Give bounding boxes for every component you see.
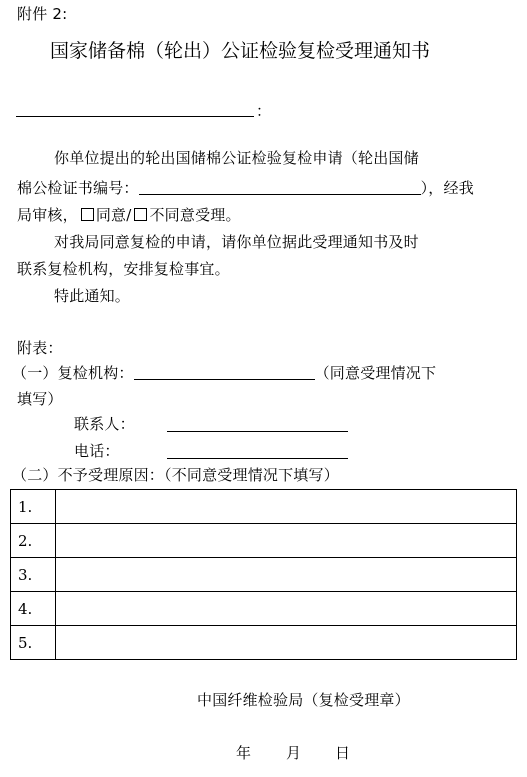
- rejection-reason-table: [10, 489, 517, 660]
- row-number: 1.: [11, 490, 56, 524]
- review-label: 局审核，: [17, 206, 78, 224]
- agree-checkbox[interactable]: [81, 208, 94, 221]
- reason-cell[interactable]: [56, 558, 517, 592]
- page-title: 国家储备棉（轮出）公证检验复检受理通知书: [50, 40, 431, 62]
- table-row: [11, 490, 517, 524]
- reason-cell[interactable]: [56, 490, 517, 524]
- reason-cell[interactable]: [56, 626, 517, 660]
- phone-blank[interactable]: [167, 458, 348, 459]
- addressee-blank[interactable]: [16, 116, 254, 117]
- date-day-label: 日: [335, 744, 351, 762]
- appendix-item-1: [12, 363, 436, 383]
- certificate-number-blank[interactable]: [139, 180, 421, 195]
- row-number: 3.: [11, 558, 56, 592]
- paragraph-1-line-2-suffix: ），经我: [420, 179, 474, 197]
- table-row: [11, 592, 517, 626]
- paragraph-2-line-2: 联系复检机构，安排复检事宜。: [17, 260, 230, 278]
- inspection-agency-note: （同意受理情况下: [314, 364, 437, 382]
- reason-cell[interactable]: [56, 592, 517, 626]
- addressee-colon: ：: [256, 102, 272, 120]
- paragraph-1-line-2: [17, 178, 474, 198]
- attachment-label: 附件 2:: [17, 5, 68, 23]
- row-number: 4.: [11, 592, 56, 626]
- phone-label: 电话：: [74, 442, 120, 460]
- contact-person-label: 联系人：: [74, 415, 135, 433]
- paragraph-1-line-3: [17, 205, 241, 225]
- appendix-label: 附表：: [17, 339, 63, 357]
- inspection-agency-label: （一）复检机构：: [12, 364, 134, 382]
- paragraph-1-line-1: 你单位提出的轮出国储棉公证检验复检申请（轮出国储: [54, 149, 419, 167]
- table-row: [11, 558, 517, 592]
- row-number: 2.: [11, 524, 56, 558]
- contact-person-blank[interactable]: [167, 431, 348, 432]
- reason-cell[interactable]: [56, 524, 517, 558]
- paragraph-2-line-1: 对我局同意复检的申请，请你单位据此受理通知书及时: [54, 233, 419, 251]
- paragraph-3: 特此通知。: [54, 287, 131, 305]
- table-row: [11, 524, 517, 558]
- certificate-number-label: 棉公检证书编号：: [17, 179, 139, 197]
- row-number: 5.: [11, 626, 56, 660]
- agree-label: 同意/: [95, 206, 132, 224]
- issuer-seal-label: 中国纤维检验局（复检受理章）: [197, 691, 410, 709]
- date-year-label: 年: [236, 744, 252, 762]
- inspection-agency-blank[interactable]: [134, 365, 315, 380]
- date-month-label: 月: [286, 744, 302, 762]
- rejection-reason-label: （二）不予受理原因：（不同意受理情况下填写）: [12, 466, 339, 484]
- disagree-label: 不同意受理。: [149, 206, 241, 224]
- inspection-agency-note-cont: 填写）: [17, 390, 63, 408]
- disagree-checkbox[interactable]: [134, 208, 147, 221]
- table-row: [11, 626, 517, 660]
